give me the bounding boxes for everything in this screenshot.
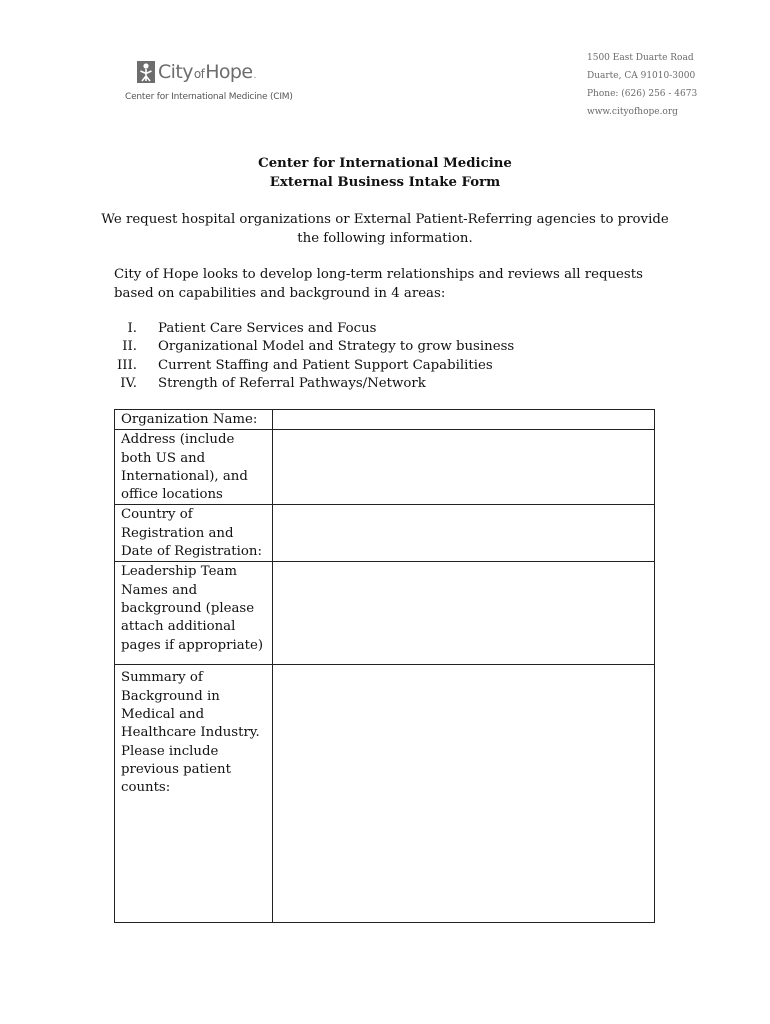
field-label-organization-name: Organization Name: xyxy=(115,410,273,430)
list-item xyxy=(114,320,514,338)
field-label-address: Address (include both US and International), and office locations xyxy=(115,430,273,505)
city-of-hope-emblem-icon xyxy=(137,61,155,83)
field-input-leadership-team[interactable] xyxy=(273,562,655,665)
table-row xyxy=(115,410,655,430)
intro-paragraph-1: We request hospital organizations or External Patient-Referring agencies to provide the following information. xyxy=(101,212,669,246)
logo-word-hope: Hope xyxy=(205,61,253,83)
address-line: 1500 East Duarte Road xyxy=(587,53,694,63)
form-title-line2: External Business Intake Form xyxy=(269,175,501,190)
phone-line: Phone: (626) 256 - 4673 xyxy=(587,89,698,99)
field-input-country-registration[interactable] xyxy=(273,505,655,562)
table-row xyxy=(115,430,655,505)
list-number: I. xyxy=(127,321,137,336)
list-item xyxy=(114,375,514,393)
website-line: www.cityofhope.org xyxy=(587,107,678,117)
list-text: Current Staffing and Patient Support Capabilities xyxy=(158,357,493,373)
address-line: Duarte, CA 91010-3000 xyxy=(587,71,696,81)
form-title-line1: Center for International Medicine xyxy=(258,156,512,171)
logo-subtitle: Center for International Medicine (CIM) xyxy=(125,92,293,102)
list-text: Patient Care Services and Focus xyxy=(158,321,377,336)
intro-paragraph-2: City of Hope looks to develop long-term relationships and reviews all requests based on capabilities and background in 4 areas: xyxy=(114,267,643,301)
logo-word-of: of xyxy=(193,67,205,81)
list-text: Strength of Referral Pathways/Network xyxy=(158,375,426,391)
field-input-address[interactable] xyxy=(273,430,655,505)
field-input-background-summary[interactable] xyxy=(273,665,655,923)
list-number: III. xyxy=(117,357,137,373)
field-label-background-summary: Summary of Background in Medical and Healthcare Industry. Please include previous patient counts: xyxy=(115,665,273,923)
field-label-country-registration: Country of Registration and Date of Registration: xyxy=(115,505,273,562)
intake-form-table xyxy=(114,409,655,923)
field-input-organization-name[interactable] xyxy=(273,410,655,430)
logo-word-city: City xyxy=(158,61,193,83)
list-number: IV. xyxy=(120,375,137,391)
list-number: II. xyxy=(122,339,137,355)
list-item xyxy=(114,338,514,356)
areas-list xyxy=(114,320,514,393)
logo-reg-mark: . xyxy=(253,71,256,81)
list-text: Organizational Model and Strategy to grow business xyxy=(158,339,515,355)
logo-wordmark xyxy=(158,61,256,83)
field-label-leadership-team: Leadership Team Names and background (please attach additional pages if appropriate) xyxy=(115,562,273,665)
list-item xyxy=(114,357,514,375)
table-row xyxy=(115,505,655,562)
address-block xyxy=(587,52,697,124)
table-row xyxy=(115,562,655,665)
city-of-hope-logo xyxy=(137,61,256,83)
table-row xyxy=(115,665,655,923)
